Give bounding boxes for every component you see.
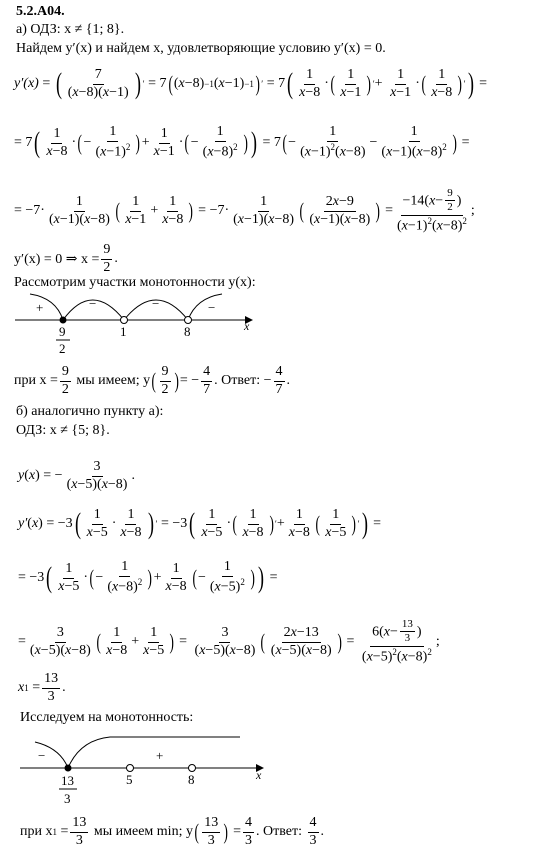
derivative-line-3: = −7· $\frac{1}{(x-1)(x-8)}$ ( $\frac{1}{x-1}$ + $\frac{1}{x-8}$ ) = −7· $\frac{1}{(x-1)(x-8)}$ ( $\frac{2x-9}{(x-1)(x-8)}$ ) = −14(x− $\frac{9}{2}$ ) $(x-1)^2(x-8)^2$ ; [14, 186, 475, 234]
point-a-1-label: 1 [120, 324, 127, 339]
answer-a-arg-den: 2 [161, 381, 169, 397]
answer-b-x-num: 13 [70, 816, 88, 833]
point-b-5 [127, 765, 134, 772]
point-b-root [65, 765, 72, 772]
task-a: Найдем y′(x) и найдем x, удовлетворяющие условию y′(x) = 0. [16, 41, 386, 56]
derivative-line-1: y′(x) = ( $\frac{7}{(x-8)(x-1)}$ ) ′ = 7 ( ( x −8) −1 ( x −1) −1 ) ′ = 7 ( $\frac{1}{x-8}$ · ( $\frac{1}{x-1}$ ) ′ + $\frac{1}{x-1}$ · ( $\frac{1}{x-8}$ ) ′ ) = [14, 66, 488, 100]
arc-b-2 [68, 737, 240, 768]
derivative-b-line-1: y′ ( x ) = −3 ( $\frac{1}{x-5}$ · $\frac{1}{x-8}$ ) ′ = −3 ( $\frac{1}{x-5}$ · ( $\frac{1}{x-8}$ ) ′ + $\frac{1}{x-8}$ ( $\frac{1}{x-5}$ ) ′ ) = [18, 506, 382, 540]
sign-b-1: − [38, 748, 46, 763]
answer-b-sub: 1 [52, 827, 57, 837]
sign-a-3: − [152, 296, 160, 311]
answer-b-val-num: 4 [243, 816, 254, 833]
answer-b-label: Ответ: [263, 824, 303, 839]
answer-b-arg-den: 3 [207, 832, 215, 848]
arc-a-4 [188, 294, 222, 320]
number-line-a [0, 286, 550, 356]
root-a-num: 9 [101, 243, 112, 260]
derivative-b-line-2: = −3 ( $\frac{1}{x-5}$ · ( − $\frac{1}{(x-8)^2}$ ) + $\frac{1}{x-8}$ ( − $\frac{1}{(x-5)^2}$ ) ) = [18, 559, 278, 595]
sign-a-2: − [89, 296, 97, 311]
point-a-root [60, 317, 67, 324]
point-b-8 [189, 765, 196, 772]
sign-b-2: + [156, 748, 164, 763]
point-b-root-den: 3 [64, 791, 71, 806]
answer-b-ans-num: 4 [308, 816, 319, 833]
answer-b-arg-num: 13 [202, 816, 220, 833]
point-a-root-num: 9 [59, 324, 66, 339]
sign-a-1: + [36, 300, 44, 315]
root-b-sub: 1 [24, 683, 29, 693]
root-line-b: x 1 = $\frac{13}{3}$ . [18, 670, 66, 704]
root-b-den: 3 [47, 688, 55, 704]
answer-a-ans-num: 4 [274, 365, 285, 382]
odz-b: ОДЗ: x ≠ {5; 8}. [16, 423, 110, 438]
root-line-a-text: y′(x) = 0 ⇒ x = [14, 251, 100, 267]
answer-b-mid: мы имеем min; y [93, 824, 193, 839]
answer-b-ans-den: 3 [309, 832, 317, 848]
root-b-var: x [18, 680, 25, 695]
axis-a-var: x [244, 319, 250, 333]
intro-b: б) аналогично пункту а): [16, 404, 164, 419]
point-a-8-label: 8 [184, 324, 191, 339]
root-b-num: 13 [42, 672, 60, 689]
arc-a-1 [30, 294, 63, 320]
problem-title: 5.2.A04. [16, 4, 65, 19]
answer-b-prefix: при x [20, 824, 53, 839]
derivative-b-line-3: = $\frac{3}{(x-5)(x-8)}$ ( $\frac{1}{x-8}$ + $\frac{1}{x-5}$ ) = $\frac{3}{(x-5)(x-8)}$ ( $\frac{2x-13}{(x-5)(x-8)}$ ) = 6(x− $\frac{13}{3}$ ) $(x-5)^2(x-8)^2$ ; [18, 617, 440, 665]
function-b: y ( x ) = − $\frac{3}{(x-5)(x-8)}$ . [18, 458, 135, 492]
answer-a-x-den: 2 [61, 381, 69, 397]
point-b-5-label: 5 [126, 772, 133, 787]
point-a-root-den: 2 [59, 341, 66, 356]
answer-a-val-den: 7 [203, 381, 211, 397]
answer-a-label: Ответ: − [221, 373, 272, 388]
answer-b-val-den: 3 [245, 832, 253, 848]
point-b-root-num: 13 [61, 773, 74, 788]
point-b-8-label: 8 [188, 772, 195, 787]
monotonicity-heading-a: Рассмотрим участки монотонности y(x): [14, 275, 256, 290]
answer-a-ans-den: 7 [275, 381, 283, 397]
root-line-a: y′(x) = 0 ⇒ x = $\frac{9}{2}$ . [14, 241, 118, 275]
number-line-b [0, 732, 550, 808]
answer-b-x-den: 3 [75, 832, 83, 848]
answer-line-b: при x 1 = $\frac{13}{3}$ мы имеем min; y ( $\frac{13}{3}$ ) = $\frac{4}{3}$ . Ответ: $\frac{4}{3}$ . [20, 814, 325, 848]
odz-a: а) ОДЗ: x ≠ {1; 8}. [16, 22, 125, 37]
monotonicity-heading-b: Исследуем на монотонность: [20, 710, 194, 725]
root-a-den: 2 [103, 259, 111, 275]
axis-b-var: x [256, 768, 262, 782]
answer-a-mid: мы имеем; y [76, 373, 151, 388]
answer-a-arg-num: 9 [160, 365, 171, 382]
answer-a-x-num: 9 [60, 365, 71, 382]
answer-a-prefix: при x = [14, 373, 58, 388]
sign-a-4: − [208, 300, 216, 315]
point-a-1 [121, 317, 128, 324]
answer-line-a: при x = $\frac{9}{2}$ мы имеем; y ( $\frac{9}{2}$ ) = − $\frac{4}{7}$ . Ответ: − $\frac{4}{7}$ . [14, 363, 291, 397]
point-a-8 [185, 317, 192, 324]
answer-a-val-num: 4 [201, 365, 212, 382]
derivative-line-2: = 7 ( $\frac{1}{x-8}$ · ( − $\frac{1}{(x-1)^2}$ ) + $\frac{1}{x-1}$ · ( − $\frac{1}{(x-8)^2}$ ) ) = 7 ( − $\frac{1}{(x-1)^2(x-8)}$ − $\frac{1}{(x-1)(x-8)^2}$ ) = [14, 124, 470, 160]
answer-a-value: = − [179, 373, 200, 388]
